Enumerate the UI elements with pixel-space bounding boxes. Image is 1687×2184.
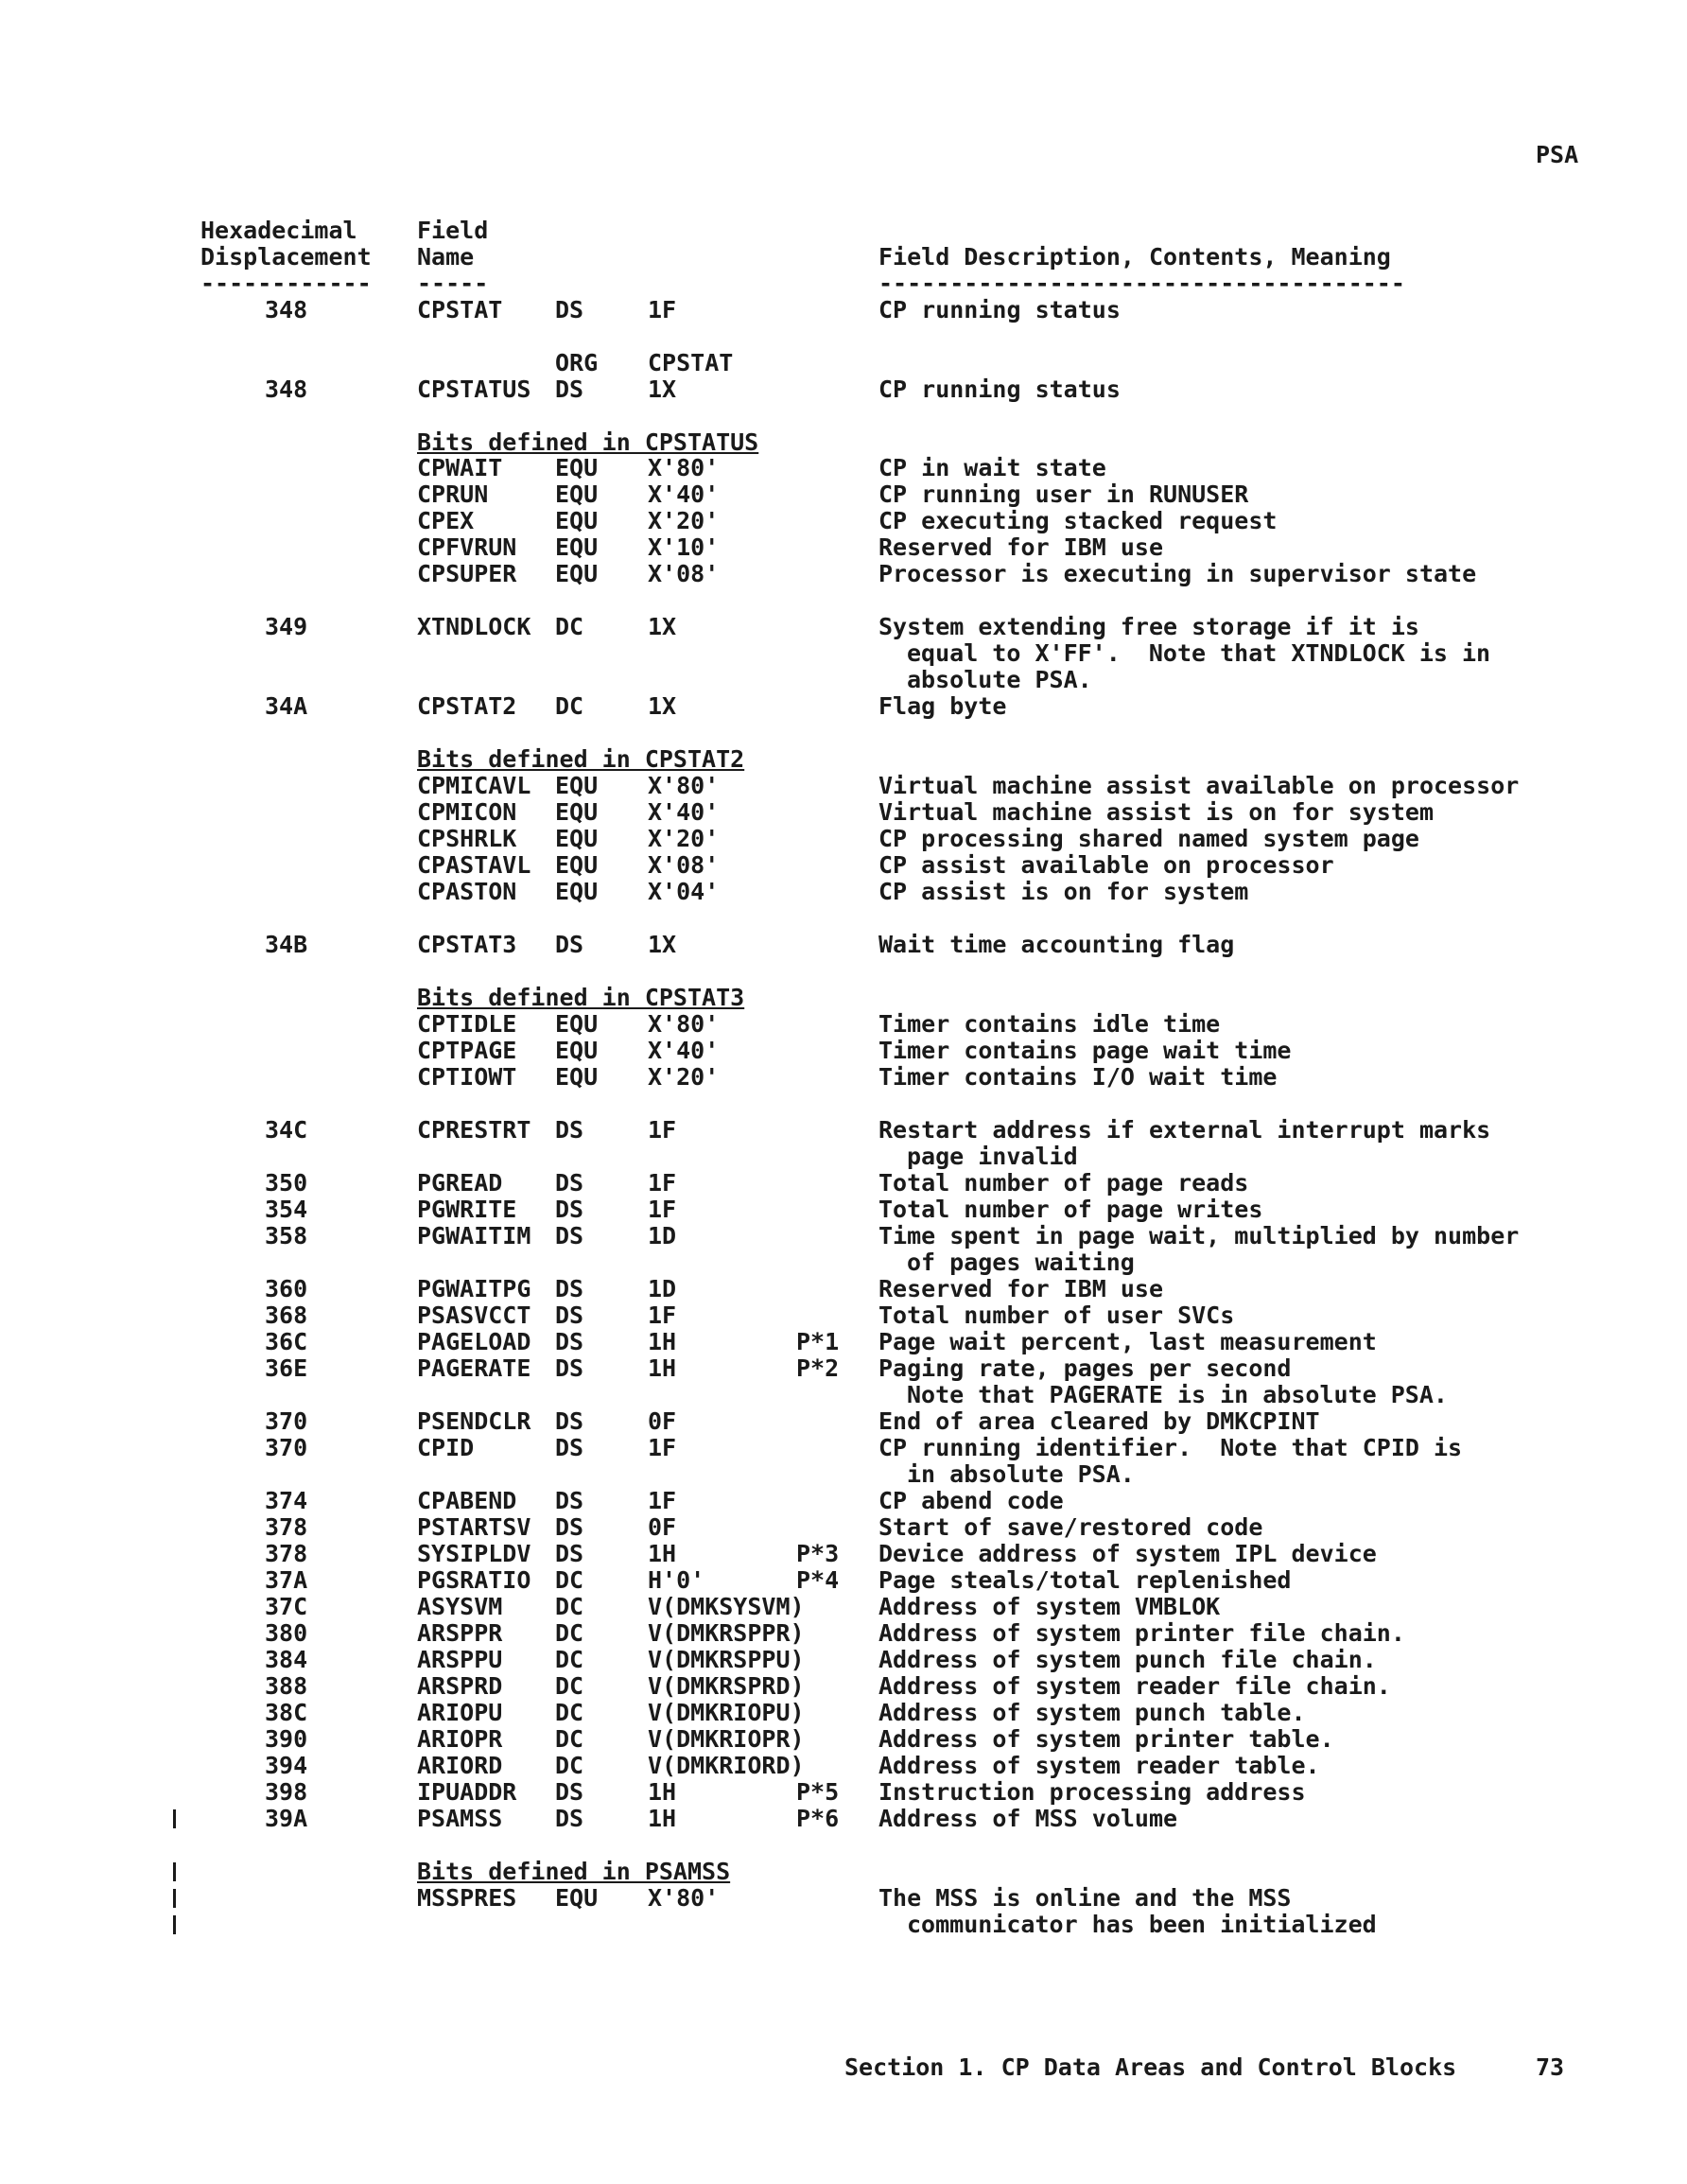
table-row	[0, 1434, 1463, 1461]
field-name: PSENDCLR	[417, 1407, 531, 1435]
revision-bar	[173, 1809, 176, 1828]
operation: EQU	[555, 1884, 599, 1912]
revision-bar	[173, 1862, 176, 1881]
operation: DS	[555, 1328, 584, 1355]
description: Address of MSS volume	[878, 1805, 1178, 1832]
operand: X'20'	[648, 507, 720, 534]
operand: 1X	[648, 692, 677, 720]
operand: 1D	[648, 1275, 677, 1302]
table-row	[0, 1699, 1306, 1726]
operand: V(DMKRSPRD)	[648, 1672, 805, 1700]
footnote-ref: P*4	[796, 1566, 840, 1594]
field-name: CPASTON	[417, 878, 517, 905]
displacement: 354	[265, 1196, 308, 1223]
operation: ORG	[555, 349, 599, 376]
operation: EQU	[555, 454, 599, 481]
table-row	[0, 1169, 1249, 1197]
operand: 1F	[648, 296, 677, 323]
description: Device address of system IPL device	[878, 1540, 1377, 1567]
description: Reserved for IBM use	[878, 1275, 1164, 1302]
column-heading-field-name	[417, 218, 488, 271]
bit-row	[0, 878, 1249, 905]
bit-row	[0, 772, 1520, 799]
description: CP in wait state	[878, 454, 1106, 481]
displacement: 38C	[265, 1699, 308, 1726]
displacement: 39A	[265, 1805, 308, 1832]
column-heading-displacement	[200, 218, 372, 271]
operation: DC	[555, 1619, 584, 1647]
operand: X'40'	[648, 480, 720, 508]
operation: EQU	[555, 878, 599, 905]
description: Address of system VMBLOK	[878, 1593, 1221, 1620]
operation: EQU	[555, 1063, 599, 1091]
operand: 1X	[648, 931, 677, 958]
operand: 1H	[648, 1805, 677, 1832]
operation: DS	[555, 931, 584, 958]
description: Timer contains page wait time	[878, 1037, 1292, 1064]
hex-heading-line2: Displacement	[200, 243, 372, 271]
description: CP processing shared named system page	[878, 825, 1419, 852]
org-statement	[0, 349, 734, 376]
heading-rule-description: -------------------------------------	[878, 270, 1405, 297]
operation: EQU	[555, 507, 599, 534]
field-name: PAGERATE	[417, 1354, 531, 1382]
operand: H'0'	[648, 1566, 705, 1594]
table-row	[0, 1566, 1292, 1594]
bit-row	[0, 507, 1278, 534]
field-name: CPWAIT	[417, 454, 503, 481]
table-row	[0, 1593, 1221, 1620]
description: Address of system printer table.	[878, 1725, 1334, 1753]
operation: EQU	[555, 1037, 599, 1064]
table-row	[0, 1275, 1164, 1302]
revision-bar	[173, 1915, 176, 1934]
heading-rule-field: -----	[417, 270, 489, 297]
operand: X'20'	[648, 825, 720, 852]
operation: DC	[555, 1752, 584, 1779]
operation: EQU	[555, 772, 599, 799]
displacement: 398	[265, 1778, 308, 1806]
operand: X'80'	[648, 772, 720, 799]
description: End of area cleared by DMKCPINT	[878, 1407, 1320, 1435]
operand: X'10'	[648, 533, 720, 561]
field-name: ASYSVM	[417, 1593, 503, 1620]
operand: 1D	[648, 1222, 677, 1249]
field-name: CPSTATUS	[417, 376, 531, 403]
operand: X'40'	[648, 798, 720, 826]
description: Page wait percent, last measurement	[878, 1328, 1377, 1355]
field-name: PAGELOAD	[417, 1328, 531, 1355]
description: Time spent in page wait, multiplied by number	[878, 1222, 1520, 1249]
description: Flag byte	[878, 692, 1007, 720]
operand: 1X	[648, 376, 677, 403]
description: Address of system printer file chain.	[878, 1619, 1405, 1647]
bit-row	[0, 454, 1106, 481]
footnote-ref: P*6	[796, 1805, 840, 1832]
displacement: 380	[265, 1619, 308, 1647]
field-name: CPRESTRT	[417, 1116, 531, 1144]
field-name: CPSHRLK	[417, 825, 517, 852]
operation: DS	[555, 1275, 584, 1302]
description: Address of system reader file chain.	[878, 1672, 1391, 1700]
operand: X'40'	[648, 1037, 720, 1064]
operand: 1F	[648, 1169, 677, 1197]
field-name: PSASVCCT	[417, 1302, 531, 1329]
operation: DC	[555, 1593, 584, 1620]
displacement: 388	[265, 1672, 308, 1700]
table-row	[0, 296, 1121, 323]
description: System extending free storage if it is	[878, 613, 1419, 640]
table-row	[0, 1513, 1263, 1541]
operand: 0F	[648, 1513, 677, 1541]
description: Paging rate, pages per second	[878, 1354, 1292, 1382]
field-name: ARSPPR	[417, 1619, 503, 1647]
page-header: PSA	[1536, 141, 1579, 168]
operation: EQU	[555, 1010, 599, 1038]
bit-row	[0, 1063, 1278, 1091]
description: Address of system punch table.	[878, 1699, 1306, 1726]
operand: 1F	[648, 1196, 677, 1223]
field-name: MSSPRES	[417, 1884, 517, 1912]
operand: V(DMKRIOPU)	[648, 1699, 805, 1726]
table-row	[0, 1196, 1263, 1223]
operation: DC	[555, 1566, 584, 1594]
operand: 1F	[648, 1487, 677, 1514]
description: Address of system punch file chain.	[878, 1646, 1377, 1673]
field-name: CPSTAT	[417, 296, 503, 323]
operation: DS	[555, 1116, 584, 1144]
description: CP running identifier. Note that CPID is	[878, 1434, 1463, 1461]
operation: EQU	[555, 798, 599, 826]
table-row	[0, 1672, 1391, 1700]
description: CP running status	[878, 376, 1121, 403]
column-heading-description: Field Description, Contents, Meaning	[878, 243, 1391, 271]
field-name: CPTPAGE	[417, 1037, 517, 1064]
description: CP running user in RUNUSER	[878, 480, 1249, 508]
field-name: CPABEND	[417, 1487, 517, 1514]
description: Address of system reader table.	[878, 1752, 1320, 1779]
displacement: 34B	[265, 931, 308, 958]
operand: V(DMKRSPPU)	[648, 1646, 805, 1673]
field-name: ARSPPU	[417, 1646, 503, 1673]
description: Restart address if external interrupt marks	[878, 1116, 1491, 1144]
displacement: 360	[265, 1275, 308, 1302]
field-name: ARIOPU	[417, 1699, 503, 1726]
field-name: PGSRATIO	[417, 1566, 531, 1594]
field-name: CPSTAT3	[417, 931, 517, 958]
displacement: 348	[265, 376, 308, 403]
table-row	[0, 376, 1121, 403]
displacement: 378	[265, 1540, 308, 1567]
operation: DC	[555, 692, 584, 720]
table-row	[0, 1540, 1377, 1567]
displacement: 349	[265, 613, 308, 640]
operation: EQU	[555, 851, 599, 879]
description: Total number of page writes	[878, 1196, 1263, 1223]
bit-row	[0, 533, 1164, 561]
table-row	[0, 1222, 1520, 1249]
operand: X'04'	[648, 878, 720, 905]
displacement: 370	[265, 1434, 308, 1461]
description: The MSS is online and the MSS	[878, 1884, 1292, 1912]
field-name: ARIORD	[417, 1752, 503, 1779]
footnote-ref: P*5	[796, 1778, 840, 1806]
table-row	[0, 1116, 1491, 1144]
revision-bar	[173, 1889, 176, 1908]
operation: DC	[555, 1646, 584, 1673]
operand: V(DMKRSPPR)	[648, 1619, 805, 1647]
field-name: CPMICAVL	[417, 772, 531, 799]
bit-row	[0, 560, 1477, 587]
hex-heading-line1: Hexadecimal	[200, 217, 357, 244]
field-name: PSAMSS	[417, 1805, 503, 1832]
table-row	[0, 1778, 1306, 1806]
description: Instruction processing address	[878, 1778, 1306, 1806]
displacement: 350	[265, 1169, 308, 1197]
footnote-ref: P*2	[796, 1354, 840, 1382]
operation: DS	[555, 1434, 584, 1461]
bit-row	[0, 1010, 1221, 1038]
field-name: CPTIOWT	[417, 1063, 517, 1091]
field-name: PSTARTSV	[417, 1513, 531, 1541]
footnote-ref: P*1	[796, 1328, 840, 1355]
operand: 1H	[648, 1540, 677, 1567]
displacement: 34A	[265, 692, 308, 720]
description: Start of save/restored code	[878, 1513, 1263, 1541]
operand: 1H	[648, 1328, 677, 1355]
operand: X'20'	[648, 1063, 720, 1091]
field-name: CPSUPER	[417, 560, 517, 587]
displacement: 368	[265, 1302, 308, 1329]
operand: 1F	[648, 1302, 677, 1329]
table-row	[0, 1302, 1235, 1329]
table-row	[0, 1487, 1064, 1514]
operand: V(DMKSYSVM)	[648, 1593, 805, 1620]
description: CP assist available on processor	[878, 851, 1334, 879]
page-footer: Section 1. CP Data Areas and Control Blocks	[844, 2053, 1457, 2081]
field-name: PGREAD	[417, 1169, 503, 1197]
description: Virtual machine assist available on processor	[878, 772, 1520, 799]
field-name: PGWRITE	[417, 1196, 517, 1223]
operation: DC	[555, 1725, 584, 1753]
operand: X'80'	[648, 1884, 720, 1912]
description: CP executing stacked request	[878, 507, 1278, 534]
heading-rule-displacement: ------------	[200, 270, 372, 297]
operation: DS	[555, 296, 584, 323]
operand: V(DMKRIOPR)	[648, 1725, 805, 1753]
table-row	[0, 1725, 1334, 1753]
operand: 1F	[648, 1434, 677, 1461]
field-name: CPFVRUN	[417, 533, 517, 561]
bit-row	[0, 825, 1419, 852]
field-name: PGWAITIM	[417, 1222, 531, 1249]
description: Timer contains I/O wait time	[878, 1063, 1278, 1091]
field-name: CPTIDLE	[417, 1010, 517, 1038]
operand: 1F	[648, 1116, 677, 1144]
operation: EQU	[555, 480, 599, 508]
description: Total number of user SVCs	[878, 1302, 1235, 1329]
operand: X'08'	[648, 560, 720, 587]
displacement: 378	[265, 1513, 308, 1541]
field-name: IPUADDR	[417, 1778, 517, 1806]
field-name: CPASTAVL	[417, 851, 531, 879]
bit-row	[0, 798, 1434, 826]
operation: DS	[555, 1222, 584, 1249]
operation: DS	[555, 1778, 584, 1806]
operand: X'80'	[648, 454, 720, 481]
operation: DC	[555, 1672, 584, 1700]
displacement: 358	[265, 1222, 308, 1249]
description: Reserved for IBM use	[878, 533, 1164, 561]
operand: CPSTAT	[648, 349, 734, 376]
bit-row	[0, 851, 1334, 879]
displacement: 370	[265, 1407, 308, 1435]
description: CP abend code	[878, 1487, 1064, 1514]
footnote-ref: P*3	[796, 1540, 840, 1567]
operation: DS	[555, 1805, 584, 1832]
field-name: CPMICON	[417, 798, 517, 826]
displacement: 374	[265, 1487, 308, 1514]
description: Total number of page reads	[878, 1169, 1249, 1197]
displacement: 394	[265, 1752, 308, 1779]
table-row	[0, 1646, 1377, 1673]
description: Timer contains idle time	[878, 1010, 1221, 1038]
operation: DS	[555, 1487, 584, 1514]
operation: DS	[555, 1196, 584, 1223]
bit-row	[0, 1884, 1292, 1912]
table-row	[0, 1328, 1377, 1355]
operation: DC	[555, 613, 584, 640]
operand: X'08'	[648, 851, 720, 879]
operation: DS	[555, 376, 584, 403]
field-name: CPRUN	[417, 480, 489, 508]
table-row	[0, 1619, 1405, 1647]
operand: 1H	[648, 1778, 677, 1806]
displacement: 390	[265, 1725, 308, 1753]
table-row	[0, 1354, 1292, 1382]
field-heading-line2: Name	[417, 243, 475, 271]
table-row	[0, 1805, 1178, 1832]
field-name: ARIOPR	[417, 1725, 503, 1753]
bit-row	[0, 480, 1249, 508]
field-name: SYSIPLDV	[417, 1540, 531, 1567]
displacement: 384	[265, 1646, 308, 1673]
field-name: ARSPRD	[417, 1672, 503, 1700]
description: Virtual machine assist is on for system	[878, 798, 1434, 826]
page-number: 73	[1536, 2053, 1565, 2081]
operand: 0F	[648, 1407, 677, 1435]
operation: DS	[555, 1513, 584, 1541]
table-row	[0, 931, 1235, 958]
operation: EQU	[555, 560, 599, 587]
operand: 1X	[648, 613, 677, 640]
operation: DS	[555, 1169, 584, 1197]
field-name: XTNDLOCK	[417, 613, 531, 640]
field-name: PGWAITPG	[417, 1275, 531, 1302]
operation: EQU	[555, 533, 599, 561]
field-name: CPSTAT2	[417, 692, 517, 720]
description: CP assist is on for system	[878, 878, 1249, 905]
displacement: 37A	[265, 1566, 308, 1594]
bit-row	[0, 1037, 1292, 1064]
displacement: 348	[265, 296, 308, 323]
table-row	[0, 1407, 1320, 1435]
table-row	[0, 692, 1007, 720]
field-name: CPID	[417, 1434, 475, 1461]
description: Wait time accounting flag	[878, 931, 1235, 958]
operation: EQU	[555, 825, 599, 852]
displacement: 37C	[265, 1593, 308, 1620]
operation: DS	[555, 1407, 584, 1435]
table-row	[0, 613, 1419, 640]
operation: DS	[555, 1354, 584, 1382]
field-heading-line1: Field	[417, 217, 489, 244]
operand: 1H	[648, 1354, 677, 1382]
description: Page steals/total replenished	[878, 1566, 1292, 1594]
description: CP running status	[878, 296, 1121, 323]
operand: V(DMKRIORD)	[648, 1752, 805, 1779]
description: Processor is executing in supervisor state	[878, 560, 1477, 587]
table-row	[0, 1752, 1320, 1779]
operation: DS	[555, 1540, 584, 1567]
displacement: 34C	[265, 1116, 308, 1144]
field-name: CPEX	[417, 507, 475, 534]
operand: X'80'	[648, 1010, 720, 1038]
displacement: 36C	[265, 1328, 308, 1355]
operation: DS	[555, 1302, 584, 1329]
operation: DC	[555, 1699, 584, 1726]
displacement: 36E	[265, 1354, 308, 1382]
